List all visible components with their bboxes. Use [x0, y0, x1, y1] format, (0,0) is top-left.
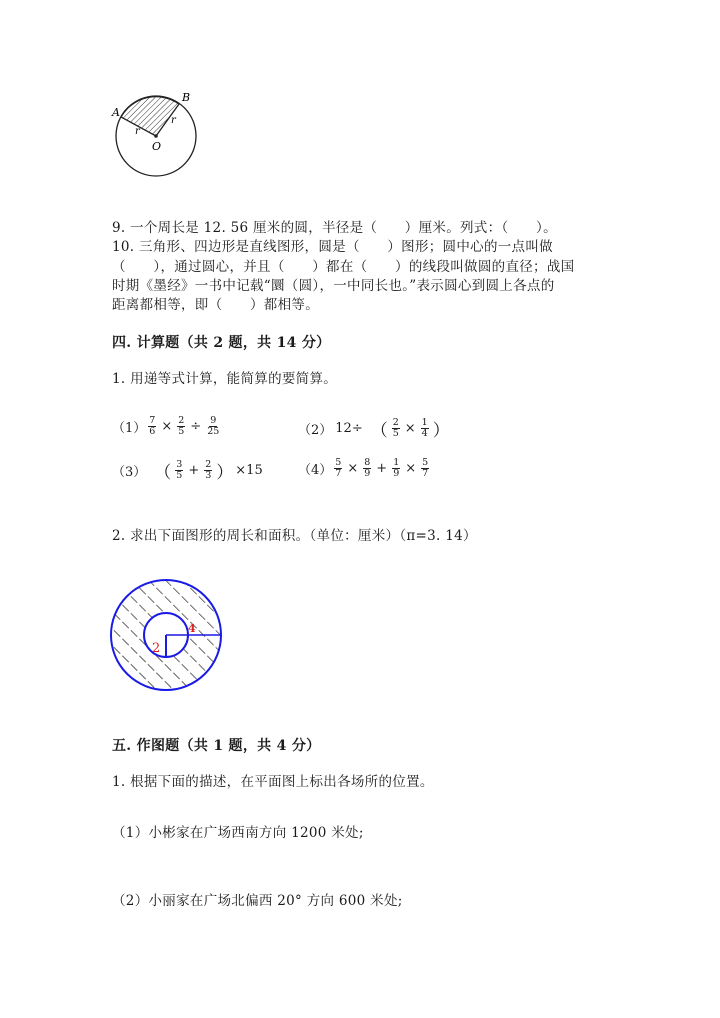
inner-radius-label: 2	[152, 641, 161, 656]
problem-3: （3） （ $\frac{3}{5}$ + $\frac{2}{3}$ ） ×15	[112, 459, 263, 483]
label-o: O	[152, 140, 162, 153]
question-9: 9. 一个周长是 12. 56 厘米的圆，半径是（ ）厘米。列式：（ ）。	[112, 220, 557, 236]
label-a: A	[112, 106, 120, 119]
label-r-left: r	[135, 126, 140, 137]
problem-1: （1） $\frac{7}{6}$ × $\frac{2}{5}$ ÷ $\frac{9}{25}$	[112, 415, 220, 437]
problem-4: （4） $\frac{5}{7}$ × $\frac{8}{9}$ + $\frac{1}{9}$ × $\frac{5}{7}$	[298, 457, 429, 479]
question-10-line-2: （ ），通过圆心，并且（ ）都在（ ）的线段叫做圆的直径；战国	[112, 259, 575, 275]
section-5-item-1: （1）小彬家在广场西南方向 1200 米处;	[112, 825, 364, 841]
section-4-question-2: 2. 求出下面图形的周长和面积。（单位：厘米）（π=3. 14）	[112, 528, 477, 544]
question-10-line-4: 距离都相等，即（ ）都相等。	[112, 297, 319, 313]
ring-width-label: 4	[188, 622, 196, 635]
section-5-heading: 五. 作图题（共 1 题，共 4 分）	[112, 738, 321, 754]
section-5-item-2: （2）小丽家在广场北偏西 20° 方向 600 米处;	[112, 893, 403, 909]
sector-circle-figure	[105, 85, 225, 190]
annulus-figure	[108, 574, 228, 696]
section-4-heading: 四. 计算题（共 2 题，共 14 分）	[112, 335, 331, 351]
question-10-line-1: 10. 三角形、四边形是直线图形，圆是（ ）图形；圆中心的一点叫做	[112, 239, 553, 255]
section-5-question-1: 1. 根据下面的描述，在平面图上标出各场所的位置。	[112, 774, 434, 790]
section-4-question-1: 1. 用递等式计算，能简算的要简算。	[112, 371, 338, 387]
question-10-line-3: 时期《墨经》一书中记载“圜（圆），一中同长也。”表示圆心到圆上各点的	[112, 278, 555, 294]
problem-2: （2） 12÷ （ $\frac{2}{5}$ × $\frac{1}{4}$ ）	[298, 417, 450, 441]
label-b: B	[182, 91, 191, 104]
label-r-right: r	[171, 115, 176, 126]
